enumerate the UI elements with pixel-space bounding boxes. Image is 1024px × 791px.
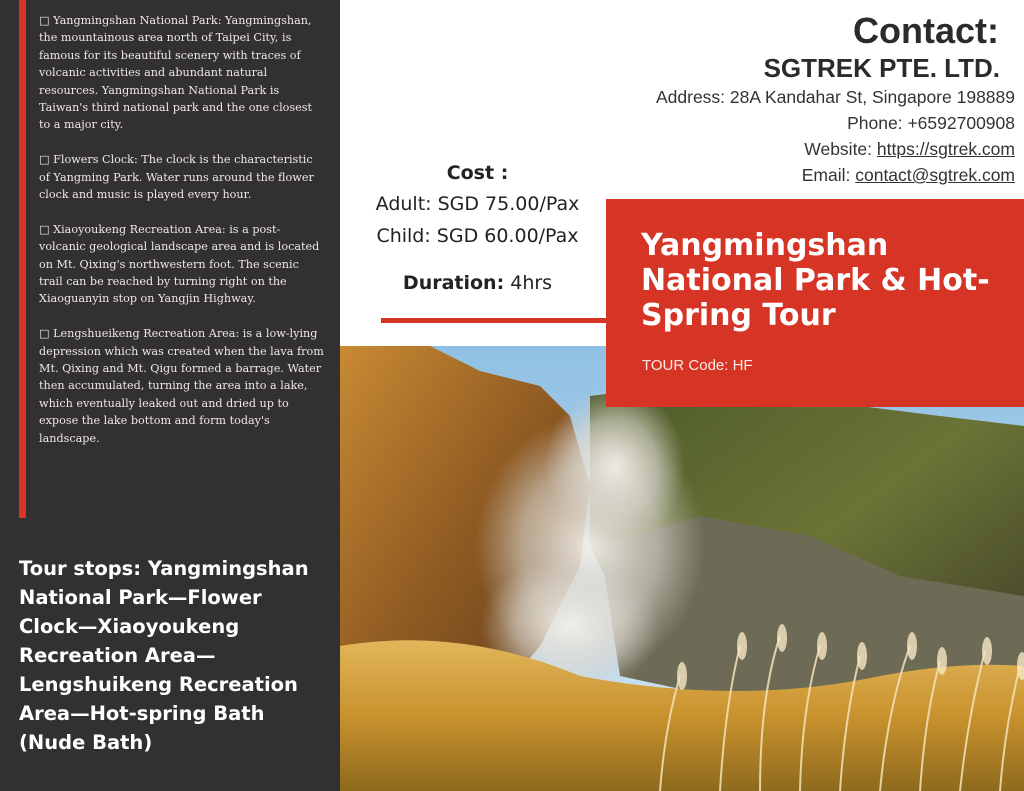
website-label: Website: <box>804 139 877 159</box>
contact-block <box>575 10 1015 188</box>
tour-stops: Tour stops: Yangmingshan National Park—Flower Clock—Xiaoyoukeng Recreation Area—Lengshuikeng Recreation Area—Hot-spring Bath (Nude Bath) <box>19 557 309 754</box>
desc-xiaoyoukeng: □ Xiaoyoukeng Recreation Area: is a post-volcanic geological landscape area and is located on Mt. Qixing's northwestern foot. The scenic trail can be reached by turning right on the Xiaoguanyin stop on Yangjin Highway. <box>39 222 320 306</box>
tour-code: TOUR Code: HF <box>642 357 753 374</box>
website-link[interactable]: https://sgtrek.com <box>876 139 1015 159</box>
duration-value: 4hrs <box>504 272 553 294</box>
email-label: Email: <box>801 165 856 185</box>
adult-price: Adult: SGD 75.00/Pax <box>375 193 580 215</box>
contact-email-line <box>575 162 1015 188</box>
cost-title: Cost : <box>446 162 509 184</box>
tour-title-box <box>606 199 1024 407</box>
duration <box>355 268 600 298</box>
left-panel <box>0 0 340 791</box>
desc-flower-clock: □ Flowers Clock: The clock is the characteristic of Yangming Park. Water runs around the flower clock and music is played every hour. <box>39 153 314 202</box>
park-landscape-photo <box>340 346 1024 791</box>
email-link[interactable]: contact@sgtrek.com <box>855 165 1015 185</box>
attraction-descriptions <box>39 12 324 465</box>
company-name: SGTREK PTE. LTD. <box>763 53 1000 83</box>
tour-title: Yangmingshan National Park & Hot-Spring Tour <box>641 228 990 333</box>
contact-phone: Phone: +6592700908 <box>847 113 1015 133</box>
desc-lengshueikeng: □ Lengshueikeng Recreation Area: is a low-lying depression which was created when the lava from Mt. Qixing and Mt. Qigu formed a barrage. Water then accumulated, turning the area into a lake, which eventually leaked out and dried up to expose the lake bottom and form today's landscape. <box>39 327 324 445</box>
child-price: Child: SGD 60.00/Pax <box>376 225 579 247</box>
duration-label: Duration: <box>402 272 505 294</box>
contact-title: Contact: <box>853 10 999 51</box>
red-accent-bar <box>19 0 26 518</box>
cost-block <box>355 158 600 298</box>
desc-yangmingshan: □ Yangmingshan National Park: Yangmingshan, the mountainous area north of Taipei City, is famous for its beautiful scenery with traces of volcanic activities and abundant natural resources. Yangmingshan National Park is Taiwan's third national park and the one closest to a major city. <box>39 14 312 132</box>
contact-address: Address: 28A Kandahar St, Singapore 198889 <box>655 87 1015 107</box>
contact-website-line <box>575 136 1015 162</box>
cost-divider <box>381 318 607 323</box>
